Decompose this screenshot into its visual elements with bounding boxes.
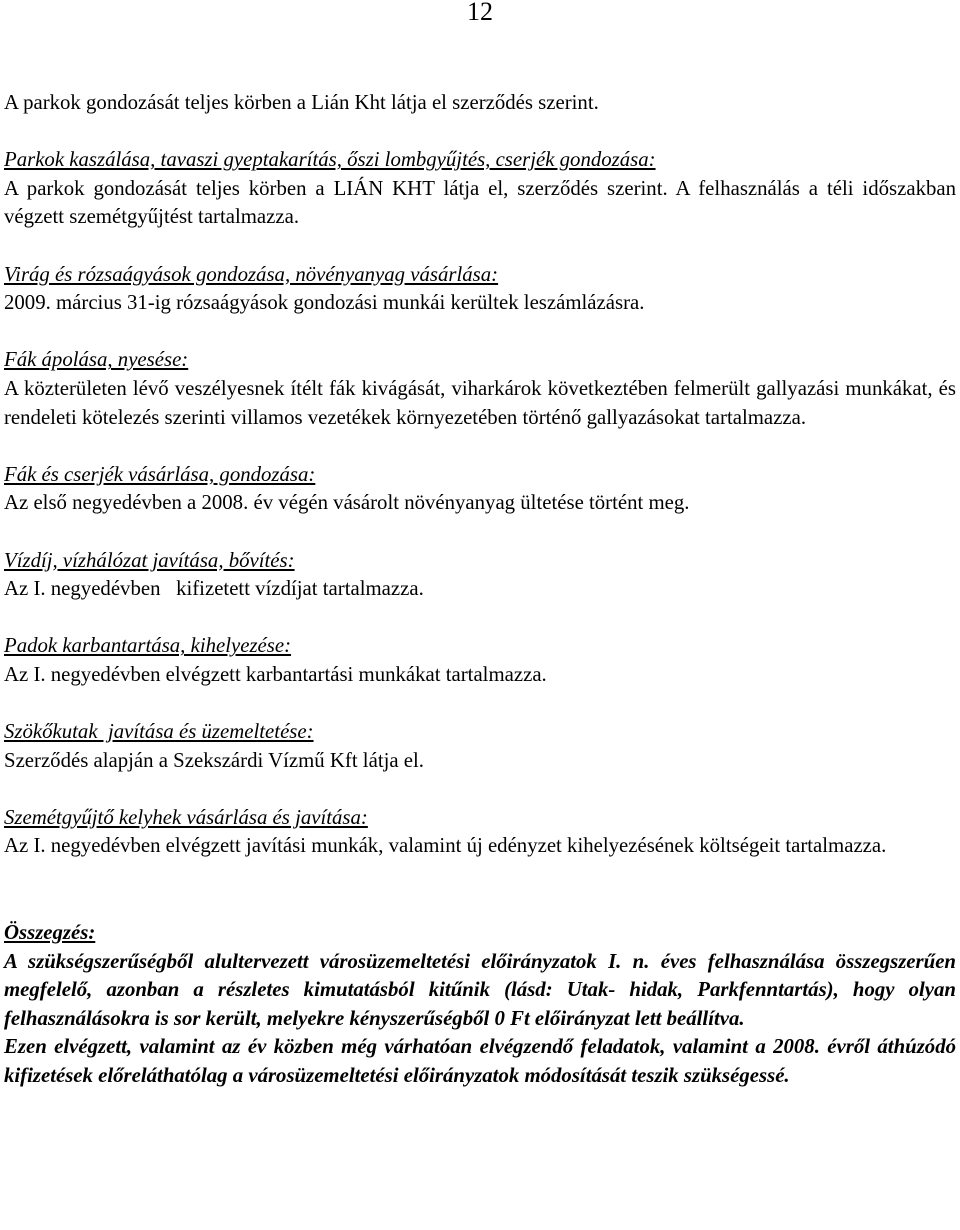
section-body: Az I. negyedévben elvégzett karbantartási munkákat tartalmazza.	[4, 662, 547, 686]
summary-section	[4, 919, 956, 1091]
section-body: Az első negyedévben a 2008. év végén vásárolt növényanyag ültetése történt meg.	[4, 491, 690, 515]
section-body: A közterületen lévő veszélyesnek ítélt fák kivágását, viharkárok következtében felmerült gallyazási munkákat, és rendeleti kötelezés szerinti villamos vezetékek környezetében történő gallyazásokat tartalmazza.	[4, 376, 956, 429]
section-heading: Fák és cserjék vásárlása, gondozása:	[4, 462, 316, 486]
section-heading: Parkok kaszálása, tavaszi gyeptakarítás, őszi lombgyűjtés, cserjék gondozása:	[4, 148, 656, 172]
section-heading: Padok karbantartása, kihelyezése:	[4, 634, 292, 658]
page-number: 12	[467, 0, 493, 26]
section-flower-beds	[4, 261, 956, 318]
section-heading: Virág és rózsaágyások gondozása, növényanyag vásárlása:	[4, 262, 499, 286]
section-tree-care	[4, 346, 956, 432]
section-benches	[4, 632, 956, 689]
summary-paragraph-1: A szükségszerűségből alultervezett városüzemeltetési előirányzatok I. n. éves felhasználása összegszerűen megfelelő, azonban a részletes kimutatásból kitűnik (lásd: Utak- hidak, Parkfenntartás), hogy olyan felhasználásokra is sor került, melyekre kényszerűségből 0 Ft előirányzat lett beállítva.	[4, 949, 956, 1030]
section-fountains	[4, 718, 956, 775]
section-heading: Szemétgyűjtő kelyhek vásárlása és javítása:	[4, 805, 368, 829]
section-water-fee	[4, 547, 956, 604]
section-body: Szerződés alapján a Szekszárdi Vízmű Kft látja el.	[4, 748, 425, 772]
document-body	[4, 89, 956, 1091]
section-park-mowing	[4, 146, 956, 232]
section-body: Az I. negyedévben elvégzett javítási munkák, valamint új edényzet kihelyezésének költségeit tartalmazza.	[4, 834, 887, 858]
section-heading: Szökőkutak javítása és üzemeltetése:	[4, 720, 314, 744]
summary-heading: Összegzés:	[4, 921, 96, 945]
section-heading: Fák ápolása, nyesése:	[4, 348, 189, 372]
section-body: 2009. március 31-ig rózsaágyások gondozási munkái kerültek leszámlázásra.	[4, 291, 645, 315]
section-body: Az I. negyedévben kifizetett vízdíjat tartalmazza.	[4, 577, 424, 601]
section-body: A parkok gondozását teljes körben a LIÁN KHT látja el, szerződés szerint. A felhasználás a téli időszakban végzett szemétgyűjtést tartalmazza.	[4, 176, 956, 229]
section-waste-bins	[4, 804, 956, 861]
section-heading: Vízdíj, vízhálózat javítása, bővítés:	[4, 548, 295, 572]
summary-paragraph-2: Ezen elvégzett, valamint az év közben még várhatóan elvégzendő feladatok, valamint a 2008. évről áthúzódó kifizetések előreláthatólag a városüzemeltetési előirányzatok módosítását teszik szükségessé.	[4, 1035, 956, 1087]
intro-paragraph: A parkok gondozását teljes körben a Lián Kht látja el szerződés szerint.	[4, 91, 599, 114]
section-tree-purchase	[4, 461, 956, 518]
